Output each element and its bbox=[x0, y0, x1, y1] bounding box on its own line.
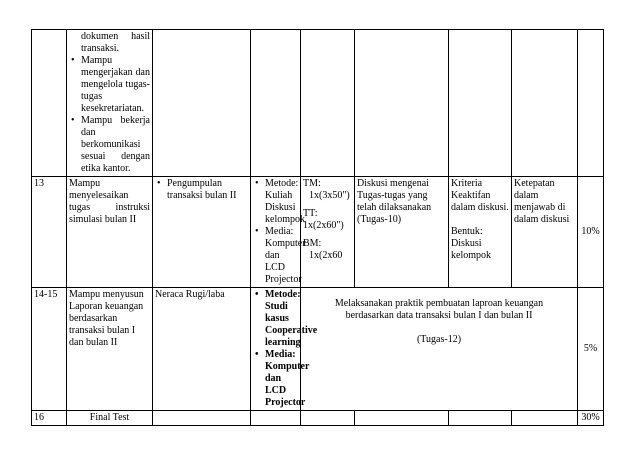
competency-cell: Mampu menyusun Laporan keuangan berdasarkan transaksi bulan I dan bulan II bbox=[67, 288, 153, 411]
list-item: • Mampu mengerjakan dan mengelola tugas-tugas kesekretariatan. bbox=[69, 55, 150, 115]
criteria-form: Bentuk: Diskusi kelompok bbox=[451, 226, 491, 261]
list-item: • Metode: Studi kasus Cooperative learning bbox=[253, 289, 298, 349]
material-cell: Neraca Rugi/laba bbox=[153, 288, 251, 411]
table-row bbox=[32, 177, 604, 288]
week-cell: 14-15 bbox=[32, 288, 67, 411]
lesson-plan-table bbox=[31, 29, 604, 426]
continued-text: dokumen hasil transaksi. bbox=[81, 31, 150, 54]
final-test-label: Final Test bbox=[67, 411, 153, 426]
activity-cell bbox=[301, 288, 578, 411]
indicator-cell: Ketepatan dalam menjawab di dalam diskusi bbox=[512, 177, 578, 288]
list-item: • Mampu bekerja dan berkomunikasi sesuai dengan etika kantor. bbox=[69, 115, 150, 175]
time-label: TM: bbox=[303, 178, 321, 189]
weight-cell: 5% bbox=[578, 288, 604, 411]
list-item: • Metode: Kuliah Diskusi kelompok bbox=[253, 178, 298, 226]
time-label: TT: bbox=[303, 208, 318, 219]
time-label: BM: bbox=[303, 238, 322, 249]
time-value: 1x(3x50") bbox=[309, 190, 350, 201]
criteria-cell bbox=[449, 177, 512, 288]
competency-cell: Mampu menyelesaikan tugas instruksi simulasi bulan II bbox=[67, 177, 153, 288]
method-cell bbox=[251, 177, 306, 288]
table-row bbox=[32, 411, 604, 426]
week-cell bbox=[32, 30, 67, 177]
list-item: • Pengumpulan transaksi bulan II bbox=[155, 178, 248, 202]
competency-cell bbox=[67, 30, 153, 177]
week-cell: 13 bbox=[32, 177, 67, 288]
weight-cell: 30% bbox=[578, 411, 604, 426]
method-cell bbox=[251, 288, 318, 411]
material-cell bbox=[153, 177, 251, 288]
list-item: • Media: Komputer dan LCD Projector bbox=[253, 226, 298, 286]
table-row bbox=[32, 288, 604, 411]
time-cell bbox=[301, 177, 355, 288]
activity-text: Melaksanakan praktik pembuatan laproan keuangan berdasarkan data transaksi bulan I dan bulan II bbox=[334, 298, 544, 321]
task-label: (Tugas-12) bbox=[416, 334, 462, 345]
week-cell: 16 bbox=[32, 411, 67, 426]
experience-cell: Diskusi mengenai Tugas-tugas yang telah dilaksanakan (Tugas-10) bbox=[355, 177, 449, 288]
time-value: 1x(2x60") bbox=[303, 220, 344, 231]
list-item: • Media: Komputer dan LCD Projector bbox=[253, 349, 298, 409]
time-value: 1x(2x60 bbox=[309, 250, 343, 261]
table-row-continued bbox=[32, 30, 604, 177]
weight-cell: 10% bbox=[578, 177, 604, 288]
criteria-text: Kriteria Keaktifan dalam diskusi. bbox=[451, 178, 509, 213]
